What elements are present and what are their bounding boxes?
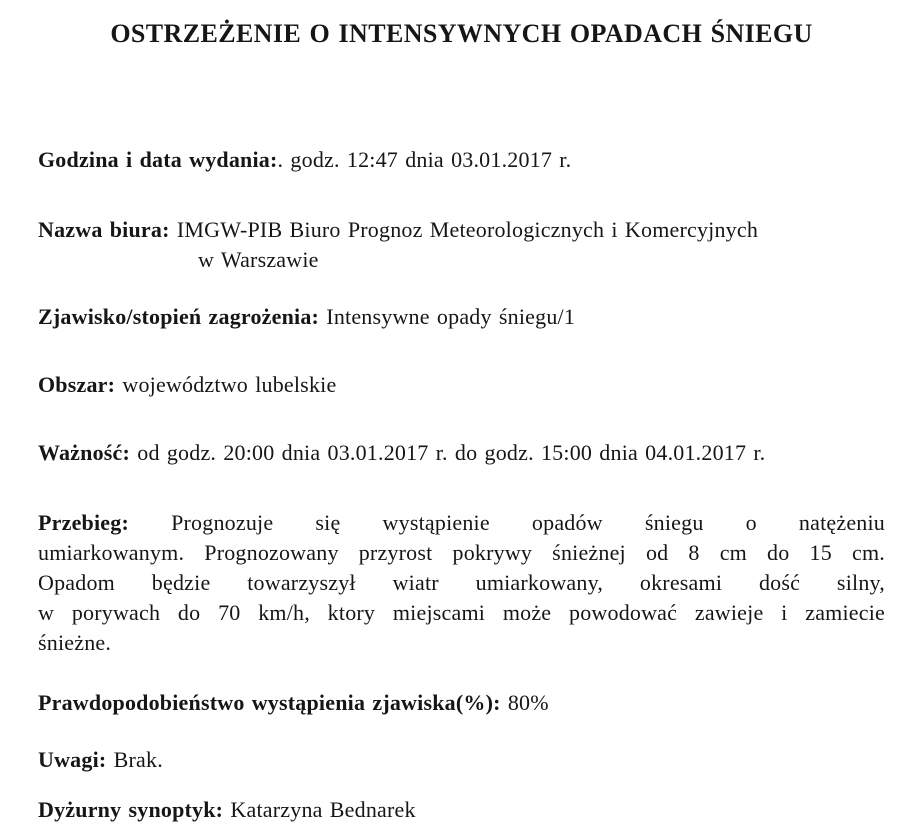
field-probability-value: 80%	[507, 690, 549, 715]
course-line-2: umiarkowanym. Prognozowany przyrost pokrywy śnieżnej od 8 cm do 15 cm.	[38, 540, 885, 565]
field-office	[38, 215, 885, 275]
field-validity-label: Ważność:	[38, 440, 131, 465]
field-remarks	[38, 745, 885, 775]
field-phenomenon	[38, 302, 885, 332]
field-course	[38, 508, 885, 658]
field-synoptic	[38, 795, 885, 825]
field-phenomenon-value: Intensywne opady śniegu/1	[326, 304, 576, 329]
field-issued-label: Godzina i data wydania:	[38, 147, 278, 172]
field-validity-value: od godz. 20:00 dnia 03.01.2017 r. do godz. 15:00 dnia 04.01.2017 r.	[137, 440, 766, 465]
field-office-label: Nazwa biura:	[38, 217, 170, 242]
field-probability	[38, 688, 885, 718]
field-phenomenon-label: Zjawisko/stopień zagrożenia:	[38, 304, 320, 329]
field-course-label: Przebieg:	[38, 510, 129, 535]
course-line-5: śnieżne.	[38, 630, 112, 655]
field-area-value: województwo lubelskie	[122, 372, 337, 397]
field-area-label: Obszar:	[38, 372, 116, 397]
field-synoptic-value: Katarzyna Bednarek	[230, 797, 416, 822]
field-area	[38, 370, 885, 400]
course-line-1-text: Prognozuje się wystąpienie opadów śniegu o natężeniu	[171, 510, 885, 535]
field-remarks-value: Brak.	[113, 747, 163, 772]
field-issued-value: . godz. 12:47 dnia 03.01.2017 r.	[277, 147, 572, 172]
field-office-value-line2: w Warszawie	[198, 247, 319, 272]
document-title: OSTRZEŻENIE O INTENSYWNYCH OPADACH ŚNIEGU	[110, 19, 813, 48]
course-line-4: w porywach do 70 km/h, ktory miejscami może powodować zawieje i zamiecie	[38, 600, 885, 625]
field-remarks-label: Uwagi:	[38, 747, 107, 772]
field-office-value: IMGW-PIB Biuro Prognoz Meteorologicznych i Komercyjnych	[176, 217, 759, 242]
field-issued	[38, 145, 885, 175]
course-line-3: Opadom będzie towarzyszył wiatr umiarkowany, okresami dość silny,	[38, 570, 885, 595]
field-probability-label: Prawdopodobieństwo wystąpienia zjawiska(%):	[38, 690, 501, 715]
field-validity	[38, 438, 885, 468]
field-synoptic-label: Dyżurny synoptyk:	[38, 797, 224, 822]
course-line-1	[38, 508, 885, 538]
